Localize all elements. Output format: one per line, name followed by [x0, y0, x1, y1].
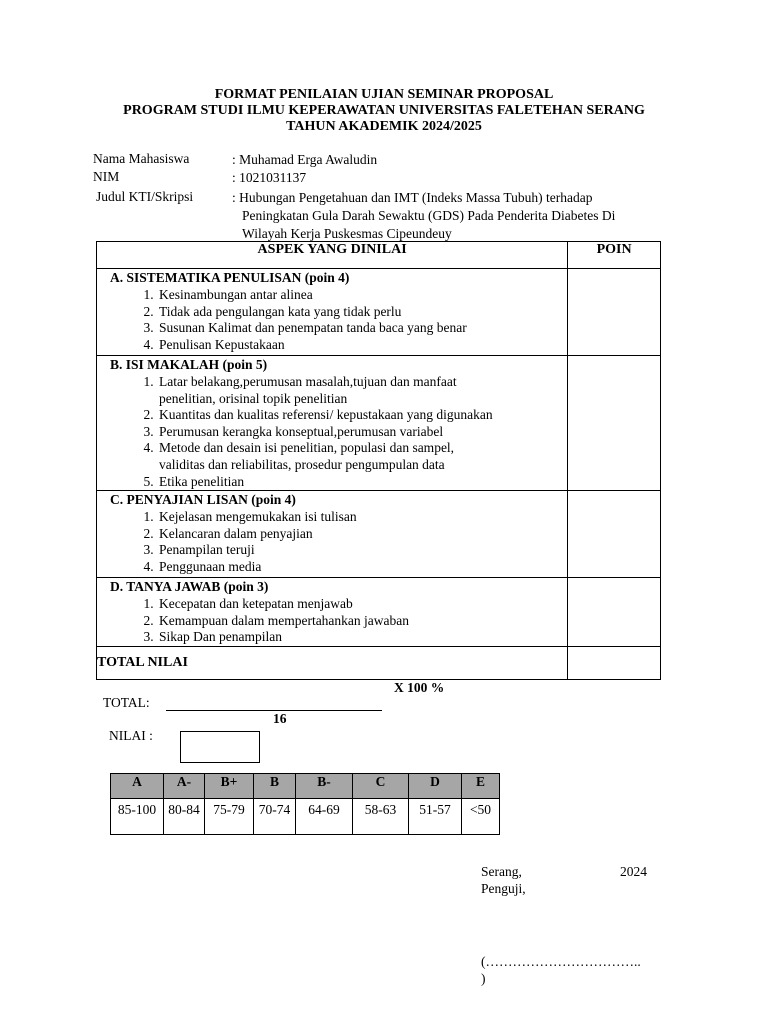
grade-header-cell: B+: [205, 774, 254, 799]
list-item: 2. Kuantitas dan kualitas referensi/ kepustakaan yang digunakan: [157, 407, 567, 424]
list-item: 1. Kesinambungan antar alinea: [157, 287, 567, 304]
col-poin: POIN: [568, 242, 661, 269]
list-item: 3. Susunan Kalimat dan penempatan tanda baca yang benar: [157, 320, 567, 337]
grade-range-cell: 70-74: [254, 799, 296, 835]
grade-header-cell: C: [353, 774, 409, 799]
section-title: B. ISI MAKALAH (poin 5): [110, 357, 268, 372]
poin-cell-d[interactable]: [568, 578, 661, 647]
list-item: 1. Kecepatan dan ketepatan menjawab: [157, 596, 567, 613]
section-title: D. TANYA JAWAB (poin 3): [110, 579, 269, 595]
criteria-list: [97, 287, 567, 353]
name-value: : Muhamad Erga Awaludin: [232, 152, 378, 167]
total-nilai-cell[interactable]: [568, 647, 661, 680]
grade-range-row: [111, 799, 500, 835]
judul-line-2: Peningkatan Gula Darah Sewaktu (GDS) Pada Penderita Diabetes Di: [242, 208, 616, 223]
list-item: 4. Penulisan Kepustakaan: [157, 337, 567, 354]
grade-header-cell: A: [111, 774, 164, 799]
section-d-row: [97, 578, 661, 647]
judul-line-1: : Hubungan Pengetahuan dan IMT (Indeks Massa Tubuh) terhadap: [232, 190, 593, 205]
list-item: 5. Etika penelitian: [157, 474, 467, 491]
list-item: 2. Kemampuan dalam mempertahankan jawaban: [157, 613, 567, 630]
poin-cell-a[interactable]: [568, 269, 661, 356]
criteria-list: [97, 596, 567, 646]
poin-cell-b[interactable]: [568, 356, 661, 491]
grade-range-cell: 51-57: [409, 799, 462, 835]
table-header-row: [97, 242, 661, 269]
judul-value: [232, 189, 652, 243]
list-item: 3. Penampilan teruji: [157, 542, 567, 559]
poin-cell-c[interactable]: [568, 491, 661, 578]
list-item: 1. Latar belakang,perumusan masalah,tujuan dan manfaat penelitian, orisinal topik penelitian: [157, 374, 467, 407]
grade-range-cell: 75-79: [205, 799, 254, 835]
grade-header-cell: A-: [164, 774, 205, 799]
grade-header-cell: D: [409, 774, 462, 799]
criteria-list: [97, 509, 567, 575]
judul-line-3: Wilayah Kerja Puskesmas Cipeundeuy: [242, 226, 452, 241]
grade-range-cell: 80-84: [164, 799, 205, 835]
nilai-input-box[interactable]: [180, 731, 260, 763]
total-nilai-label: TOTAL NILAI: [97, 647, 568, 680]
section-title: C. PENYAJIAN LISAN (poin 4): [110, 492, 296, 508]
grade-header-row: [111, 774, 500, 799]
nim-label: NIM: [93, 169, 120, 184]
form-title: FORMAT PENILAIAN UJIAN SEMINAR PROPOSAL: [214, 87, 554, 102]
judul-label: Judul KTI/Skripsi: [96, 189, 194, 204]
academic-year: TAHUN AKADEMIK 2024/2025: [286, 119, 482, 134]
grade-range-cell: 85-100: [111, 799, 164, 835]
list-item: 3. Sikap Dan penampilan: [157, 629, 567, 646]
grade-header-cell: B-: [296, 774, 353, 799]
col-aspek: ASPEK YANG DINILAI: [97, 242, 568, 269]
assessment-table: [96, 241, 661, 680]
section-b-row: [97, 356, 661, 491]
section-a-row: [97, 269, 661, 356]
list-item: 2. Kelancaran dalam penyajian: [157, 526, 567, 543]
total-label: TOTAL:: [103, 695, 150, 710]
section-title: A. SISTEMATIKA PENULISAN (poin 4): [110, 270, 350, 285]
grade-range-cell: <50: [462, 799, 500, 835]
nilai-label: NILAI :: [109, 728, 153, 743]
grade-range-cell: 64-69: [296, 799, 353, 835]
grade-header-cell: B: [254, 774, 296, 799]
sign-place: Serang,: [481, 864, 522, 879]
list-item: 2. Tidak ada pengulangan kata yang tidak perlu: [157, 304, 567, 321]
program-title: PROGRAM STUDI ILMU KEPERAWATAN UNIVERSITAS FALETEHAN SERANG: [123, 103, 645, 118]
grade-header-cell: E: [462, 774, 500, 799]
section-c-row: [97, 491, 661, 578]
sign-year: 2024: [620, 864, 647, 879]
list-item: 3. Perumusan kerangka konseptual,perumusan variabel: [157, 424, 467, 441]
grade-range-cell: 58-63: [353, 799, 409, 835]
nim-value: : 1021031137: [232, 170, 307, 185]
list-item: 4. Penggunaan media: [157, 559, 567, 576]
multiplier-text: X 100 %: [394, 680, 445, 695]
total-row: [97, 647, 661, 680]
denominator: 16: [273, 711, 287, 726]
sign-role: Penguji,: [481, 881, 526, 896]
criteria-list: [97, 374, 567, 490]
signature-close: ): [481, 971, 486, 986]
signature-blank: (……………………………..: [481, 954, 641, 969]
list-item: 4. Metode dan desain isi penelitian, populasi dan sampel, validitas dan reliabilitas, prosedur pengumpulan data: [157, 440, 479, 473]
list-item: 1. Kejelasan mengemukakan isi tulisan: [157, 509, 567, 526]
grade-scale-table: [110, 773, 500, 835]
name-label: Nama Mahasiswa: [93, 151, 190, 166]
